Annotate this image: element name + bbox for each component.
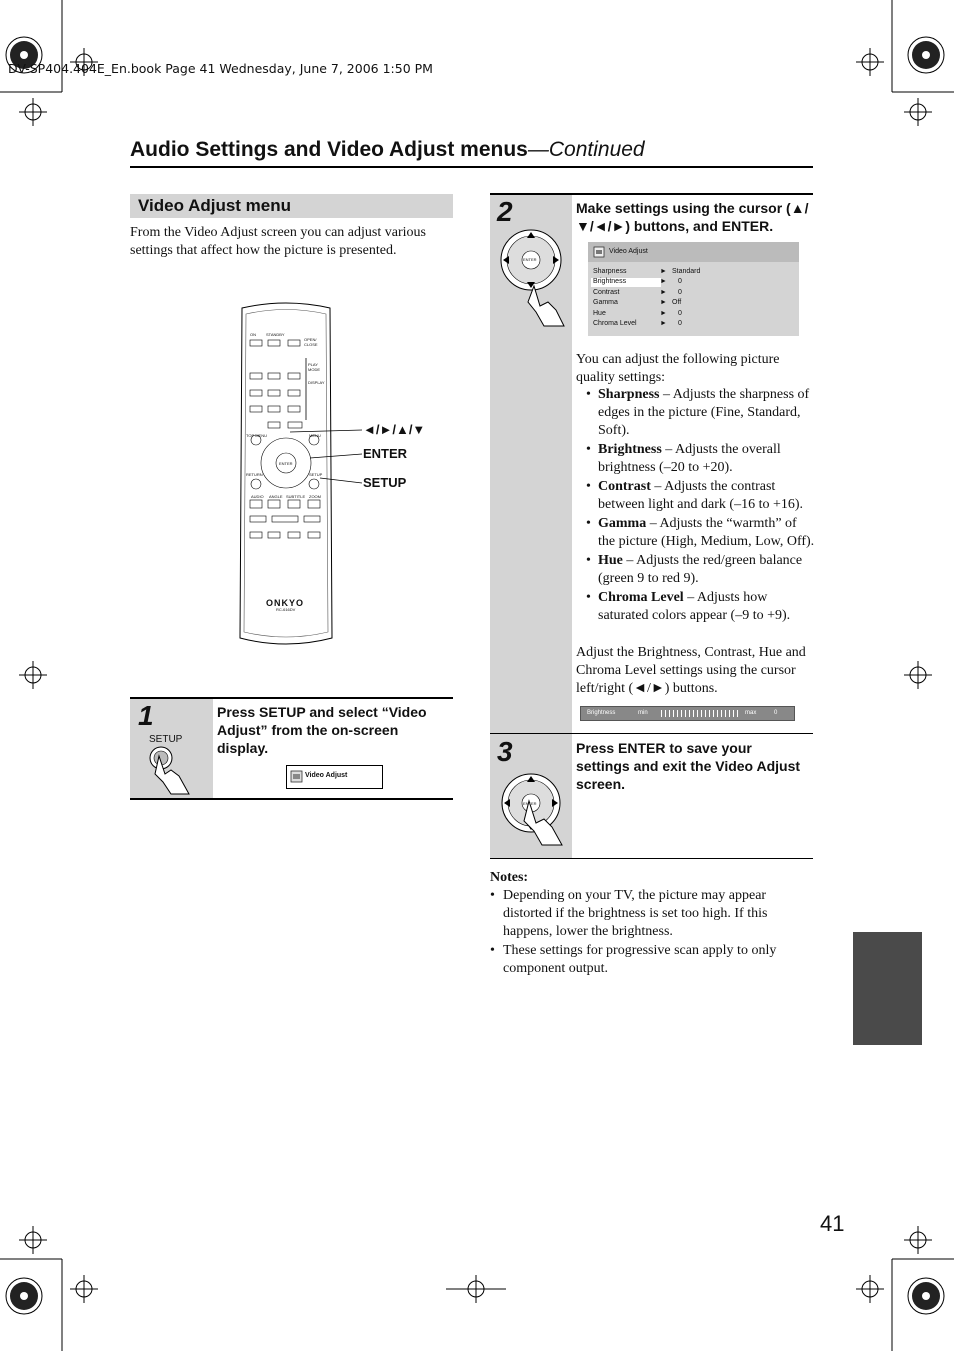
hand-pressing-enter-icon <box>496 773 568 863</box>
remote-open-close-label: OPEN/ CLOSE <box>304 337 318 347</box>
callout-enter: ENTER <box>363 446 408 461</box>
list-item <box>576 589 816 625</box>
setting-term: Chroma Level <box>598 590 684 605</box>
setting-term: Hue <box>598 553 623 568</box>
remote-brand-logo: ONKYO <box>266 598 305 608</box>
list-item <box>576 441 816 477</box>
remote-model-label: RC-616DV <box>276 607 296 612</box>
slider-min-label: min <box>638 710 648 716</box>
osd-row-arrow: ► <box>660 299 667 306</box>
note-item: • Depending on your TV, the picture may appear distorted if the brightness is set too high. If this happens, lower the brightness. <box>490 887 816 941</box>
remote-setup-label: SETUP <box>309 472 323 477</box>
osd-row-name: Contrast <box>593 289 620 296</box>
step1-osd-menu <box>286 765 383 789</box>
notes-section <box>490 869 816 979</box>
step2-lead-text: You can adjust the following picture quality settings: <box>576 352 780 385</box>
step2-enter-label: ENTER <box>523 257 537 262</box>
remote-standby-label: STANDBY <box>266 332 285 337</box>
remote-menu-label: MENU <box>309 433 321 438</box>
setting-term: Brightness <box>598 442 662 457</box>
step3-number: 3 <box>497 736 513 767</box>
chapter-side-tab <box>853 932 922 1045</box>
remote-play-mode-label: PLAY MODE <box>308 362 320 372</box>
remote-display-label: DISPLAY <box>308 380 325 385</box>
page-title <box>130 138 810 168</box>
notes-list <box>490 887 816 978</box>
title-main: Audio Settings and Video Adjust menus <box>130 138 528 161</box>
osd-row-arrow: ► <box>660 289 667 296</box>
osd-row-value: Standard <box>672 268 701 275</box>
osd-row-arrow: ► <box>660 320 667 327</box>
hand-pressing-cursor-icon <box>496 228 570 328</box>
file-info-header: DV-SP404.404E_En.book Page 41 Wednesday, June 7, 2006 1:50 PM <box>8 61 433 76</box>
remote-return-label: RETURN <box>246 472 263 477</box>
setting-desc: – Adjusts how saturated colors appear (–9 to +9). <box>598 590 791 623</box>
page-number: 41 <box>820 1211 845 1236</box>
setting-desc: – Adjusts the contrast between light and dark (–16 to +16). <box>598 479 804 512</box>
video-adjust-osd <box>588 242 799 336</box>
osd-row-name: Gamma <box>593 299 618 306</box>
list-item <box>576 478 816 514</box>
intro-paragraph: From the Video Adjust screen you can adjust various settings that affect how the picture is presented. <box>130 225 426 258</box>
callout-arrows: ◄/►/▲/▼ <box>363 422 426 437</box>
hand-pressing-setup-icon <box>145 744 197 796</box>
remote-audio-label: AUDIO <box>251 494 264 499</box>
step2-instruction: Make settings using the cursor (▲/▼/◄/►) buttons, and ENTER. <box>576 200 809 234</box>
osd-row-name: Brightness <box>593 278 627 285</box>
slider-track <box>661 710 739 717</box>
adjust-instruction: Adjust the Brightness, Contrast, Hue and Chroma Level settings using the cursor left/right (◄/►) buttons. <box>576 645 806 696</box>
osd-row-arrow: ► <box>660 278 667 285</box>
slider-label: Brightness <box>587 710 616 716</box>
callout-setup: SETUP <box>363 475 407 490</box>
setting-desc: – Adjusts the red/green balance (green 9 to red 9). <box>598 553 803 586</box>
step1-osd-label: Video Adjust <box>305 772 348 779</box>
brightness-slider-osd <box>580 706 795 721</box>
osd-row-name: Sharpness <box>593 268 627 275</box>
remote-top-menu-label: TOP MENU <box>246 433 267 438</box>
osd-row-value: Off <box>672 299 682 306</box>
notes-heading: Notes: <box>490 870 529 885</box>
video-adjust-icon <box>290 770 303 783</box>
remote-angle-label: ANGLE <box>269 494 283 499</box>
step3-instruction: Press ENTER to save your settings and exit the Video Adjust screen. <box>576 740 801 792</box>
step1-setup-button-label: SETUP <box>149 734 183 745</box>
title-rule <box>130 166 813 168</box>
osd-row-value: 0 <box>678 320 682 327</box>
remote-on-label: ON <box>250 332 256 337</box>
setting-term: Gamma <box>598 516 647 531</box>
step2-number: 2 <box>497 196 513 227</box>
osd-row-value: 0 <box>678 278 682 285</box>
osd-row-name: Hue <box>593 310 606 317</box>
step1-instruction: Press SETUP and select “Video Adjust” from the on-screen display. <box>217 704 427 756</box>
setting-desc: – Adjusts the “warmth” of the picture (High, Medium, Low, Off). <box>598 516 815 549</box>
osd-row-arrow: ► <box>660 268 667 275</box>
slider-value: 0 <box>774 710 778 716</box>
step3-bottom-rule <box>490 858 813 859</box>
slider-max-label: max <box>745 710 757 716</box>
setting-desc: – Adjusts the overall brightness (–20 to +20). <box>598 442 781 475</box>
list-item <box>576 552 816 588</box>
remote-enter-label: ENTER <box>279 461 293 466</box>
settings-list <box>576 386 816 626</box>
setting-desc: – Adjusts the sharpness of edges in the picture (Fine, Standard, Soft). <box>598 387 810 438</box>
note-item: • These settings for progressive scan apply to only component output. <box>490 942 816 978</box>
step1-number: 1 <box>138 700 154 731</box>
step1-bottom-rule <box>130 798 453 800</box>
osd-row-value: 0 <box>678 289 682 296</box>
osd-row-name: Chroma Level <box>593 320 637 327</box>
osd-row-value: 0 <box>678 310 682 317</box>
osd-title: Video Adjust <box>609 248 648 255</box>
video-adjust-heading: Video Adjust menu <box>138 196 292 215</box>
video-adjust-heading-box <box>130 194 453 218</box>
remote-subtitle-label: SUBTITLE <box>286 494 306 499</box>
remote-zoom-label: ZOOM <box>309 494 321 499</box>
video-adjust-icon <box>593 246 605 258</box>
osd-title-bar <box>588 242 799 262</box>
setting-term: Contrast <box>598 479 651 494</box>
list-item <box>576 515 816 551</box>
step3-enter-label: ENTER <box>523 801 537 806</box>
title-continued: —Continued <box>527 138 645 161</box>
callout-leaders <box>290 420 365 490</box>
setting-term: Sharpness <box>598 387 660 402</box>
osd-row-arrow: ► <box>660 310 667 317</box>
list-item <box>576 386 816 440</box>
